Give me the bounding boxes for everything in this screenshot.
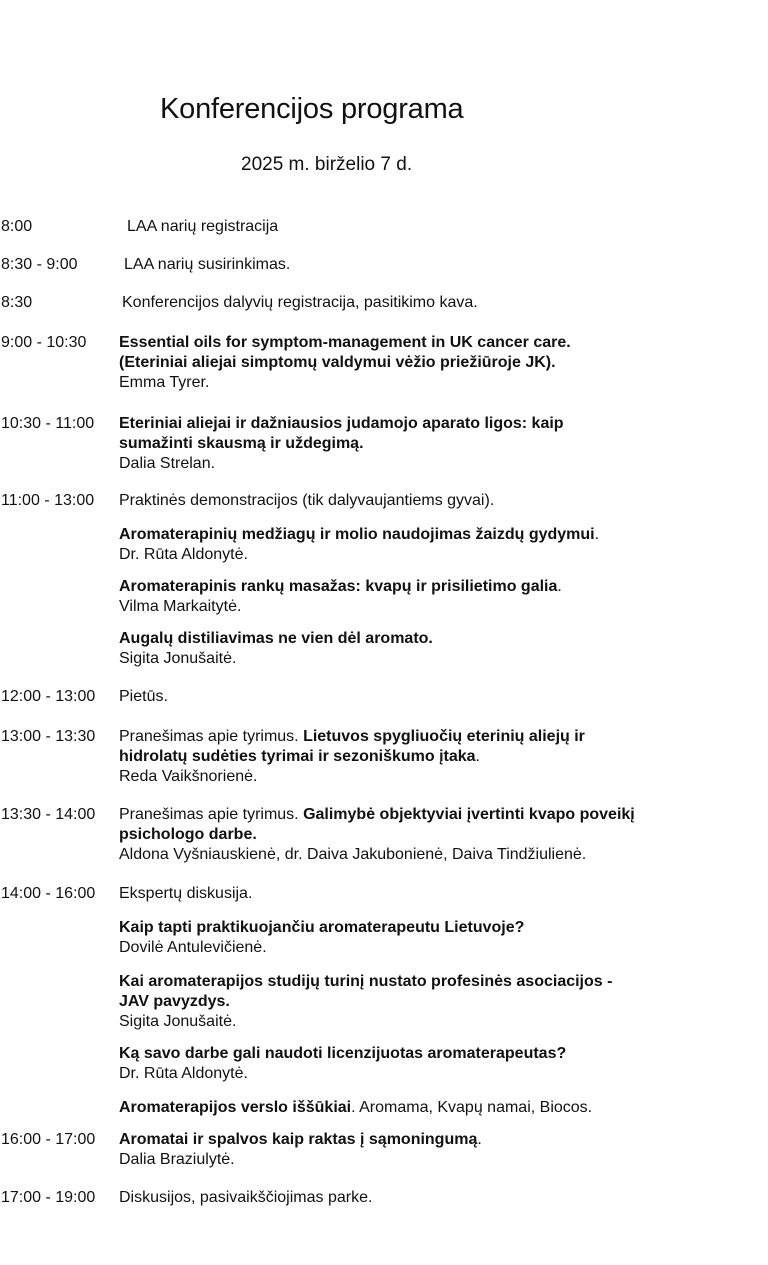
item-content: [119, 491, 759, 511]
item-speaker: Dr. Rūta Aldonytė.: [119, 1065, 248, 1082]
item-content: [119, 805, 759, 865]
item-title: Aromatai ir spalvos kaip raktas į sąmoningumą: [119, 1131, 478, 1148]
item-text: Diskusijos, pasivaikščiojimas parke.: [119, 1189, 373, 1206]
item-speaker: Sigita Jonušaitė.: [119, 1013, 237, 1030]
item-content: [119, 972, 759, 1032]
item-title: sumažinti skausmą ir uždegimą.: [119, 435, 364, 452]
item-speaker: Dovilė Antulevičienė.: [119, 939, 267, 956]
item-content: [119, 1130, 759, 1170]
item-title-suffix: .: [594, 526, 600, 543]
item-title: Aromaterapinių medžiagų ir molio naudojimas žaizdų gydymui: [119, 526, 595, 543]
item-time: 10:30 - 11:00: [1, 415, 95, 432]
item-content: [119, 333, 759, 393]
item-title: hidrolatų sudėties tyrimai ir sezoniškumo įtaka: [119, 748, 476, 765]
item-title: Kai aromaterapijos studijų turinį nustato profesinės asociacijos -: [119, 973, 613, 990]
item-title-suffix: .: [557, 578, 562, 595]
item-title: (Eteriniai aliejai simptomų valdymui vėžio priežiūroje JK).: [119, 354, 556, 371]
item-content: [119, 414, 759, 474]
item-speaker: Aldona Vyšniauskienė, dr. Daiva Jakubonienė, Daiva Tindžiulienė.: [119, 846, 587, 863]
item-content: [124, 255, 764, 275]
item-title: psichologo darbe.: [119, 826, 257, 843]
item-content: [119, 1098, 759, 1118]
item-time: 14:00 - 16:00: [1, 885, 96, 902]
item-speaker: Dalia Strelan.: [119, 455, 216, 472]
item-content: [119, 1188, 759, 1208]
item-title-suffix: .: [475, 748, 480, 765]
item-title: Galimybė objektyviai įvertinti kvapo poveikį: [303, 806, 635, 823]
item-content: [119, 629, 759, 669]
item-time: 9:00 - 10:30: [1, 334, 87, 351]
item-speaker: Dr. Rūta Aldonytė.: [119, 546, 248, 563]
item-text: LAA narių susirinkimas.: [124, 256, 291, 273]
item-content: [119, 727, 759, 787]
item-prefix: Pranešimas apie tyrimus.: [119, 806, 304, 823]
item-content: [119, 525, 759, 565]
item-text: Praktinės demonstracijos (tik dalyvaujantiems gyvai).: [119, 492, 495, 509]
item-title-suffix: .: [477, 1131, 482, 1148]
conference-date: 2025 m. birželio 7 d.: [241, 154, 413, 175]
item-speaker: Emma Tyrer.: [119, 374, 210, 391]
item-prefix: Pranešimas apie tyrimus.: [119, 728, 304, 745]
item-time: 11:00 - 13:00: [1, 492, 95, 509]
item-title: Eteriniai aliejai ir dažniausios judamojo aparato ligos: kaip: [119, 415, 564, 432]
item-time: 8:30 - 9:00: [1, 256, 78, 273]
item-title-suffix: . Aromama, Kvapų namai, Biocos.: [351, 1099, 593, 1116]
item-time: 13:00 - 13:30: [1, 728, 96, 745]
item-title: Essential oils for symptom-management in UK cancer care.: [119, 334, 571, 351]
item-content: [119, 1044, 759, 1084]
item-speaker: Dalia Braziulytė.: [119, 1151, 235, 1168]
item-content: [122, 293, 762, 313]
item-text: Ekspertų diskusija.: [119, 885, 253, 902]
item-time: 16:00 - 17:00: [1, 1131, 96, 1148]
item-title: Lietuvos spygliuočių eterinių aliejų ir: [303, 728, 585, 745]
item-title: Ką savo darbe gali naudoti licenzijuotas aromaterapeutas?: [119, 1045, 567, 1062]
item-title: Augalų distiliavimas ne vien dėl aromato.: [119, 630, 433, 647]
item-content: [119, 884, 759, 904]
item-text: LAA narių registracija: [127, 218, 279, 235]
item-content: [119, 577, 759, 617]
item-speaker: Vilma Markaitytė.: [119, 598, 242, 615]
item-time: 8:00: [1, 218, 33, 235]
page-title: Konferencijos programa: [160, 93, 464, 125]
item-title: Aromaterapinis rankų masažas: kvapų ir prisilietimo galia: [119, 578, 558, 595]
item-text: Pietūs.: [119, 688, 168, 705]
item-title: Aromaterapijos verslo iššūkiai: [119, 1099, 352, 1116]
item-time: 13:30 - 14:00: [1, 806, 96, 823]
item-title: Kaip tapti praktikuojančiu aromaterapeutu Lietuvoje?: [119, 919, 525, 936]
item-title: JAV pavyzdys.: [119, 993, 230, 1010]
item-time: 8:30: [1, 294, 33, 311]
item-content: [119, 687, 759, 707]
item-speaker: Sigita Jonušaitė.: [119, 650, 237, 667]
item-text: Konferencijos dalyvių registracija, pasitikimo kava.: [122, 294, 478, 311]
item-content: [119, 918, 759, 958]
item-speaker: Reda Vaikšnorienė.: [119, 768, 258, 785]
item-content: [127, 217, 767, 237]
item-time: 17:00 - 19:00: [1, 1189, 96, 1206]
item-time: 12:00 - 13:00: [1, 688, 96, 705]
